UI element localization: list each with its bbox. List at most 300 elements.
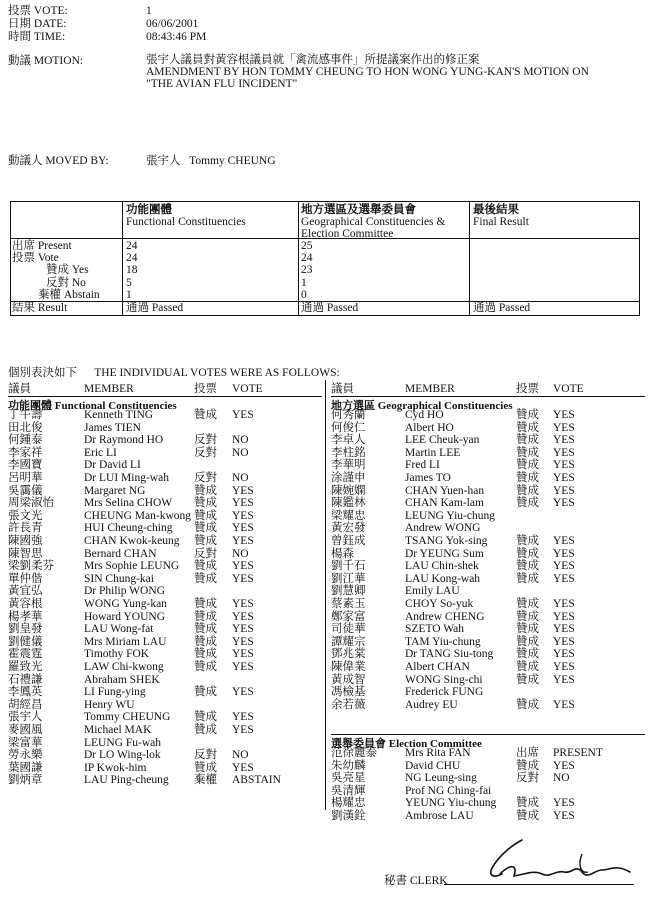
vote-en: YES [232,610,254,623]
vote-row [8,447,322,460]
motion-label: 動議 MOTION: [8,55,84,67]
vote-zh: 贊成 [516,472,539,484]
vote-zh: 贊成 [516,484,539,497]
member-name-zh: 丁午壽 [8,409,43,421]
member-name-zh: 劉江華 [331,572,366,585]
member-name-zh: 胡經昌 [8,698,43,711]
vote-zh: 贊成 [194,598,217,610]
gc-yes: 23 [301,264,313,276]
member-name-zh: 梁富華 [8,736,43,749]
section-geographical: 地方選區 Geographical Constituencies [331,400,513,412]
member-name-zh: 陳智思 [8,547,43,560]
vote-zh: 贊成 [516,623,539,636]
vote-en: YES [553,810,575,822]
vote-row [331,598,645,611]
vote-zh: 贊成 [194,409,217,421]
vote-row [8,674,322,687]
vote-en: YES [232,761,254,774]
vote-en: NO [232,472,249,484]
motion-line: AMENDMENT BY HON TOMMY CHEUNG TO HON WONG YUNG-KAN'S MOTION ON [146,66,589,78]
vote-en: YES [232,535,254,547]
vote-en: YES [553,661,575,673]
vote-zh: 贊成 [194,686,217,699]
vote-zh: 棄權 [194,774,217,787]
vote-row [8,585,322,598]
vote-row [331,434,645,447]
vote-zh: 贊成 [194,484,217,497]
member-name-zh: 李鳳英 [8,686,43,699]
member-name-zh: 劉炳章 [8,774,43,787]
vote-en: YES [553,560,575,573]
member-name-en: LAU Wong-fat [84,623,154,636]
member-name-en: Ambrose LAU [405,810,474,822]
gc-result: 通過 Passed [301,302,359,314]
vote-zh: 贊成 [516,610,539,623]
vote-zh: 贊成 [194,610,217,623]
vote-en: YES [553,623,575,636]
member-name-en: Howard YOUNG [84,610,166,623]
fc-abstain: 1 [126,289,132,301]
member-name-en: Dr Raymond HO [84,434,164,447]
vote-en: NO [232,547,249,560]
member-name-en: CHEUNG Man-kwong [84,509,192,522]
gc-present: 25 [301,240,313,252]
member-name-en: Emily LAU [405,585,460,598]
vote-row [331,760,645,773]
vote-row [331,535,645,548]
vote-row [331,686,645,699]
member-name-zh: 麥國風 [8,724,43,736]
vote-row [331,747,645,760]
vote-row [8,749,322,762]
vote-row [331,548,645,561]
vote-row [8,434,322,447]
vote-row [331,522,645,535]
vote-row [331,772,645,785]
row-label-no: 反對 No [46,277,86,289]
vote-row [331,422,645,435]
member-name-en: Margaret NG [84,484,146,497]
member-name-en: Dr David LI [84,459,141,472]
vote-en: YES [553,409,575,421]
member-name-zh: 李家祥 [8,446,43,459]
vote-en: ABSTAIN [232,774,281,787]
member-name-zh: 劉慧卿 [331,585,366,598]
member-name-en: James TIEN [84,421,141,434]
vote-zh: 贊成 [194,522,217,535]
col-functional: 功能團體 Functional Constituencies [126,204,246,228]
member-name-en: Dr Philip WONG [84,585,165,598]
vote-zh: 反對 [194,749,217,762]
member-name-zh: 陳鑑林 [331,497,366,510]
member-name-zh: 涂謹申 [331,472,366,484]
vote-zh: 贊成 [194,761,217,774]
vote-en: YES [232,635,254,648]
vote-zh: 贊成 [516,635,539,648]
vote-zh: 贊成 [516,560,539,573]
vote-row [8,573,322,586]
member-name-en: Mrs Miriam LAU [84,635,167,648]
vote-zh: 反對 [194,472,217,484]
clerk-label: 秘書 CLERK [384,875,448,887]
member-name-zh: 黃成智 [331,673,366,686]
vote-en: YES [553,610,575,623]
row-label-abstain: 棄權 Abstain [38,289,100,301]
vote-number-label: 投票 VOTE: [8,5,68,17]
summary-divider [298,201,299,316]
member-name-en: Abraham SHEK [84,673,160,686]
vote-row [331,409,645,422]
vote-en: YES [553,698,575,711]
date-label: 日期 DATE: [8,18,67,30]
vote-en: YES [553,434,575,447]
vote-row [331,661,645,674]
member-name-zh: 何俊仁 [331,421,366,434]
col-final-result: 最後結果 Final Result [473,204,529,228]
vote-row [8,611,322,624]
vote-number-value: 1 [146,5,152,17]
vote-row [331,623,645,636]
motion-line: 張宇人議員對黃容根議員就「禽流感事件」所提議案作出的修正案 [146,54,480,66]
vote-row [331,510,645,523]
member-name-zh: 蔡素玉 [331,598,366,610]
vote-en: YES [553,648,575,661]
date-value: 06/06/2001 [146,18,199,30]
vote-en: YES [553,421,575,434]
vote-en: YES [232,598,254,610]
vote-row [8,522,322,535]
vote-en: YES [553,459,575,472]
member-name-en: David CHU [405,759,461,772]
vote-en: YES [553,497,575,510]
vote-zh: 贊成 [194,724,217,736]
member-name-zh: 吳亮星 [331,772,366,785]
vote-zh: 贊成 [194,535,217,547]
fc-yes: 18 [126,264,138,276]
member-name-zh: 呂明華 [8,472,43,484]
member-name-en: James TO [405,472,451,484]
member-name-zh: 張宇人 [8,711,43,724]
member-name-zh: 吳靄儀 [8,484,43,497]
member-name-en: CHAN Kam-lam [405,497,484,510]
vote-en: YES [553,547,575,560]
member-name-en: Andrew CHENG [405,610,485,623]
member-name-zh: 石禮謙 [8,673,43,686]
vote-row [8,560,322,573]
vote-en: YES [553,446,575,459]
motion-text [146,54,646,90]
member-name-en: Bernard CHAN [84,547,157,560]
member-name-zh: 許長青 [8,522,43,535]
clerk-signature-icon [470,834,640,890]
vote-zh: 反對 [194,446,217,459]
member-name-en: Andrew WONG [405,522,481,535]
vote-zh: 贊成 [194,635,217,648]
member-name-zh: 何鍾泰 [8,434,43,447]
member-name-en: IP Kwok-him [84,761,147,774]
vote-en: YES [553,484,575,497]
vote-en: NO [553,772,570,785]
fc-vote: 24 [126,252,138,264]
vote-row [331,699,645,712]
member-name-en: Mrs Selina CHOW [84,497,173,510]
moved-by-label: 動議人 MOVED BY: [8,155,109,167]
motion-line: "THE AVIAN FLU INCIDENT" [146,78,298,90]
member-name-zh: 陳偉業 [331,661,366,673]
member-name-en: Dr LO Wing-lok [84,749,161,762]
header-vote-zh: 投票 [194,383,217,395]
member-name-zh: 余若薇 [331,698,366,711]
member-name-en: Albert HO [405,421,454,434]
vote-en: YES [232,661,254,673]
vote-row [8,699,322,712]
vote-row [8,762,322,775]
vote-row [331,447,645,460]
member-name-zh: 李華明 [331,459,366,472]
member-name-zh: 楊孝華 [8,610,43,623]
votes-left-column [8,382,322,802]
fc-result: 通過 Passed [126,302,184,314]
vote-row [8,623,322,636]
vote-en: YES [232,509,254,522]
vote-en: PRESENT [553,747,603,759]
member-name-zh: 周梁淑怡 [8,497,54,510]
vote-zh: 贊成 [516,421,539,434]
member-name-zh: 羅致光 [8,661,43,673]
vote-en: YES [232,522,254,535]
vote-zh: 贊成 [194,623,217,636]
member-name-en: Dr TANG Siu-tong [405,648,494,661]
vote-zh: 贊成 [516,698,539,711]
vote-zh: 贊成 [516,810,539,822]
member-name-zh: 李國寶 [8,459,43,472]
vote-zh: 贊成 [194,509,217,522]
member-name-en: Michael MAK [84,724,152,736]
summary-table [10,201,640,316]
vote-row [8,535,322,548]
section-election-committee: 選舉委員會 Election Committee [331,738,482,750]
member-name-en: CHAN Yuen-han [405,484,485,497]
member-name-zh: 梁劉柔芬 [8,560,54,573]
vote-row [331,472,645,485]
vote-row [331,785,645,798]
vote-zh: 贊成 [516,572,539,585]
vote-row [331,585,645,598]
vote-row [8,485,322,498]
member-name-zh: 陳國強 [8,535,43,547]
moved-by [8,152,276,168]
vote-en: YES [232,409,254,421]
member-name-en: HUI Cheung-ching [84,522,173,535]
votes-header [331,382,645,396]
vote-zh: 贊成 [194,497,217,510]
member-name-zh: 黃宜弘 [8,585,43,598]
vote-zh: 反對 [194,547,217,560]
member-name-zh: 霍震霆 [8,648,43,661]
member-name-zh: 鄧兆棠 [331,648,366,661]
member-name-zh: 范徐麗泰 [331,747,377,759]
col-geographical: 地方選區及選舉委員會 Geographical Constituencies & Election Committee [301,204,446,240]
vote-row [8,737,322,750]
member-name-en: LEUNG Fu-wah [84,736,161,749]
vote-zh: 贊成 [194,572,217,585]
vote-row [8,422,322,435]
member-name-zh: 楊森 [331,547,354,560]
member-name-zh: 黃容根 [8,598,43,610]
vote-row [331,797,645,810]
row-label-yes: 贊成 Yes [46,264,89,276]
member-name-en: Timothy FOK [84,648,150,661]
vote-zh: 贊成 [516,409,539,421]
vote-row [8,661,322,674]
vote-row [8,497,322,510]
vote-en: YES [553,797,575,810]
member-name-en: LEE Cheuk-yan [405,434,480,447]
member-name-zh: 劉千石 [331,560,366,573]
member-name-en: Eric LI [84,446,117,459]
vote-row [8,636,322,649]
vote-zh: 出席 [516,747,539,759]
member-name-en: Prof NG Ching-fai [405,784,492,797]
vote-row [331,636,645,649]
vote-row [8,472,322,485]
member-name-en: Kenneth TING [84,409,154,421]
member-name-en: TAM Yiu-chung [405,635,481,648]
summary-divider [469,201,470,316]
member-name-en: SIN Chung-kai [84,572,154,585]
vote-en: NO [232,446,249,459]
summary-divider [122,201,123,316]
member-name-en: Mrs Sophie LEUNG [84,560,180,573]
header-member-zh: 議員 [8,383,31,395]
vote-en: YES [232,497,254,510]
vote-row [331,573,645,586]
vote-en: YES [553,635,575,648]
member-name-zh: 楊耀忠 [331,797,366,810]
header-vote-en: VOTE [232,383,263,395]
vote-zh: 贊成 [194,711,217,724]
member-name-en: LEUNG Yiu-chung [405,509,495,522]
column-divider [325,380,326,810]
member-name-en: Frederick FUNG [405,686,484,699]
vote-zh: 贊成 [516,459,539,472]
header-vote-en: VOTE [553,383,584,395]
vote-en: YES [232,623,254,636]
member-name-zh: 鄭家富 [331,610,366,623]
vote-zh: 贊成 [516,535,539,547]
member-name-en: WONG Yung-kan [84,598,167,610]
vote-en: YES [553,572,575,585]
member-name-zh: 勞永樂 [8,749,43,762]
member-name-en: YEUNG Yiu-chung [405,797,497,810]
vote-en: YES [553,759,575,772]
member-name-en: Dr LUI Ming-wah [84,472,169,484]
vote-en: YES [232,484,254,497]
member-name-en: Tommy CHEUNG [84,711,171,724]
moved-by-value: 張宇人 Tommy CHEUNG [146,155,276,167]
header-vote-zh: 投票 [516,383,539,395]
vote-row [331,810,645,823]
member-name-zh: 黃宏發 [331,522,366,535]
member-name-zh: 田北俊 [8,421,43,434]
member-name-zh: 司徒華 [331,623,366,636]
vote-row [331,497,645,510]
section-functional: 功能團體 Functional Constituencies [8,400,177,412]
member-name-en: Martin LEE [405,446,461,459]
time-value: 08:43:46 PM [146,31,207,43]
vote-zh: 贊成 [516,547,539,560]
member-name-en: Audrey EU [405,698,458,711]
vote-zh: 反對 [516,772,539,785]
member-name-zh: 劉皇發 [8,623,43,636]
vote-en: YES [232,711,254,724]
vote-en: YES [232,560,254,573]
member-name-en: NG Leung-sing [405,772,477,785]
individual-votes-intro: 個別表決如下 THE INDIVIDUAL VOTES WERE AS FOLLOWS: [8,367,340,379]
header-member-zh: 議員 [331,383,354,395]
vote-en: YES [553,598,575,610]
vote-en: NO [232,434,249,447]
votes-right-column [331,382,645,822]
gc-abstain: 0 [301,289,307,301]
vote-en: YES [553,673,575,686]
member-name-zh: 單仲偕 [8,572,43,585]
member-name-en: Henry WU [84,698,135,711]
member-name-zh: 李柱銘 [331,446,366,459]
vote-row [8,409,322,422]
member-name-zh: 葉國謙 [8,761,43,774]
vote-row [331,560,645,573]
header-member-en: MEMBER [84,383,134,395]
vote-en: YES [232,572,254,585]
gc-no: 1 [301,277,307,289]
vote-zh: 贊成 [194,560,217,573]
member-name-zh: 曾鈺成 [331,535,366,547]
member-name-en: CHAN Kwok-keung [84,535,180,547]
member-name-en: LAU Ping-cheung [84,774,169,787]
row-label-result: 結果 Result [12,302,68,314]
fc-present: 24 [126,240,138,252]
member-name-en: Albert CHAN [405,661,470,673]
vote-zh: 反對 [194,434,217,447]
vote-zh: 贊成 [516,661,539,673]
member-name-en: Mrs Rita FAN [405,747,471,759]
vote-zh: 贊成 [194,661,217,673]
member-name-en: Dr YEUNG Sum [405,547,484,560]
vote-row [331,485,645,498]
vote-row [8,724,322,737]
vote-row [8,459,322,472]
vote-row [8,711,322,724]
vote-en: YES [553,472,575,484]
vote-zh: 贊成 [516,759,539,772]
vote-row [8,548,322,561]
vote-zh: 贊成 [194,648,217,661]
vote-row [331,459,645,472]
vote-en: YES [232,686,254,699]
member-name-zh: 譚耀宗 [331,635,366,648]
row-label-present: 出席 Present [12,240,72,252]
fc-no: 5 [126,277,132,289]
votes-header [8,382,322,396]
member-name-zh: 陳婉嫻 [331,484,366,497]
member-name-en: SZETO Wah [405,623,465,636]
vote-row [331,611,645,624]
vote-zh: 贊成 [516,797,539,810]
vote-zh: 贊成 [516,648,539,661]
member-name-en: LAW Chi-kwong [84,661,164,673]
vote-en: NO [232,749,249,762]
